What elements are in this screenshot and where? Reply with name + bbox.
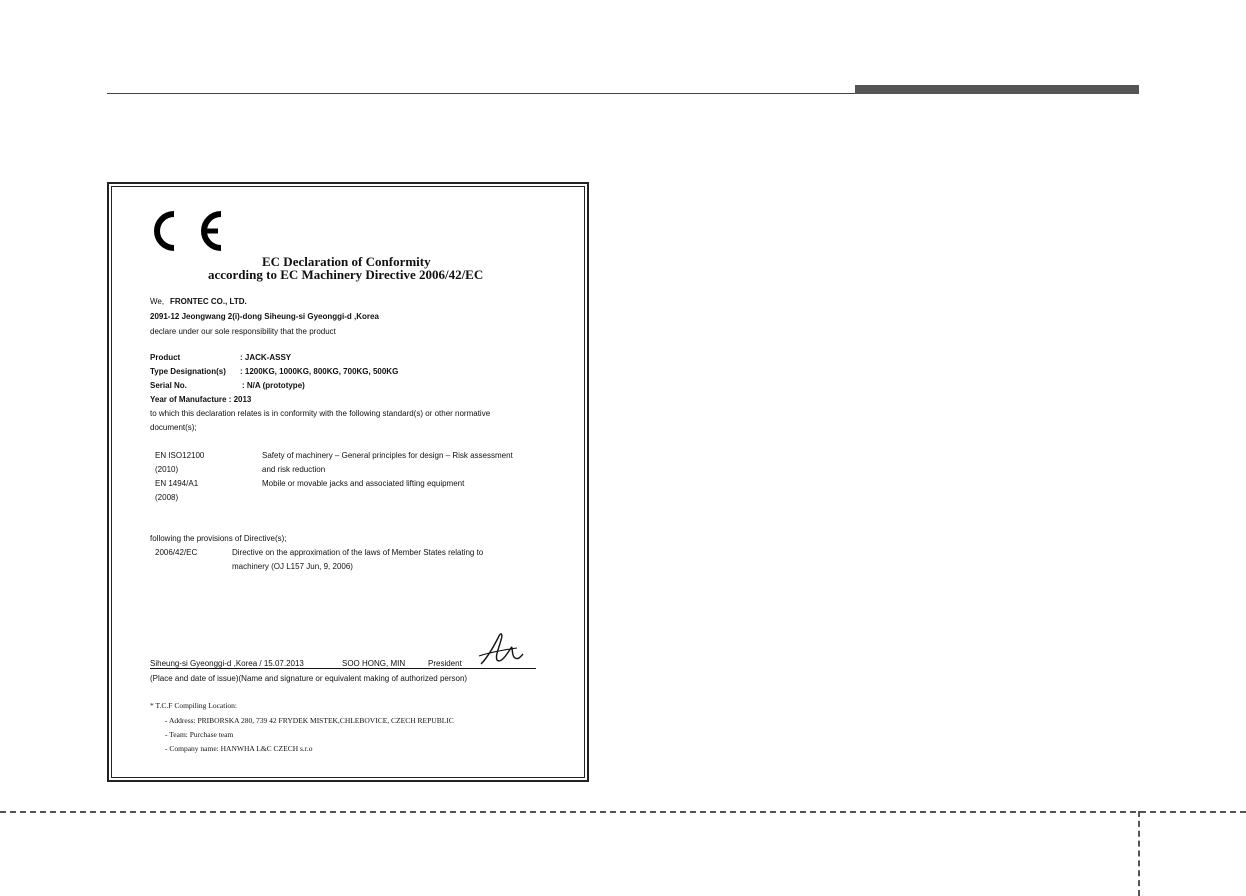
- footer-dashed-rule: [0, 811, 1246, 813]
- standard-code: EN 1494/A1: [155, 479, 199, 488]
- conformity-statement-line1: to which this declaration relates is in conformity with the following standard(s) or other normative: [150, 409, 491, 418]
- standard-code: EN ISO12100: [155, 451, 205, 460]
- we-prefix: We,: [150, 297, 165, 306]
- signatory-title: President: [428, 659, 462, 668]
- provisions-heading: following the provisions of Directive(s);: [150, 534, 287, 543]
- handwritten-signature: [477, 630, 525, 670]
- footer-dashed-divider: [1138, 811, 1140, 896]
- directive-description: Directive on the approximation of the laws of Member States relating to: [232, 548, 484, 557]
- company-address: 2091-12 Jeongwang 2(i)-dong Siheung-si Gyeonggi-d ,Korea: [150, 312, 379, 321]
- standard-description: Safety of machinery – General principles for design – Risk assessment: [262, 451, 513, 460]
- tcf-address: - Address: PRIBORSKA 280, 739 42 FRYDEK MISTEK,CHLEBOVICE, CZECH REPUBLIC: [165, 716, 454, 725]
- signature-line: [150, 668, 536, 669]
- standard-year: (2010): [155, 465, 179, 474]
- standard-year: (2008): [155, 493, 179, 502]
- company-name: FRONTEC CO., LTD.: [170, 297, 247, 306]
- directive-code: 2006/42/EC: [155, 548, 198, 557]
- product-value: : JACK-ASSY: [240, 353, 292, 362]
- standard-description-cont: and risk reduction: [262, 465, 326, 474]
- tcf-heading: * T.C.F Compiling Location:: [150, 701, 238, 710]
- serial-label: Serial No.: [150, 381, 187, 390]
- declaration-title: EC Declaration of Conformity: [262, 254, 431, 269]
- ce-mark-logo: [150, 208, 226, 254]
- type-designation-value: : 1200KG, 1000KG, 800KG, 700KG, 500KG: [240, 367, 399, 376]
- type-designation-label: Type Designation(s): [150, 367, 226, 376]
- header-accent-bar: [855, 85, 1139, 94]
- conformity-statement-line2: document(s);: [150, 423, 197, 432]
- declare-statement: declare under our sole responsibility that the product: [150, 327, 336, 336]
- signature-caption: (Place and date of issue)(Name and signature or equivalent making of authorized person): [150, 674, 468, 683]
- sign-place-date: Siheung-si Gyeonggi-d ,Korea / 15.07.2013: [150, 659, 304, 668]
- serial-value: : N/A (prototype): [242, 381, 305, 390]
- tcf-team: - Team: Purchase team: [165, 730, 234, 739]
- year-of-manufacture: Year of Manufacture : 2013: [150, 395, 252, 404]
- product-label: Product: [150, 353, 181, 362]
- tcf-company: - Company name: HANWHA L&C CZECH s.r.o: [165, 744, 313, 753]
- declaration-subtitle: according to EC Machinery Directive 2006/42/EC: [208, 267, 484, 282]
- header-rule: [107, 93, 855, 94]
- signatory-name: SOO HONG, MIN: [342, 659, 406, 668]
- standard-description: Mobile or movable jacks and associated lifting equipment: [262, 479, 465, 488]
- directive-description-cont: machinery (OJ L157 Jun, 9, 2006): [232, 562, 353, 571]
